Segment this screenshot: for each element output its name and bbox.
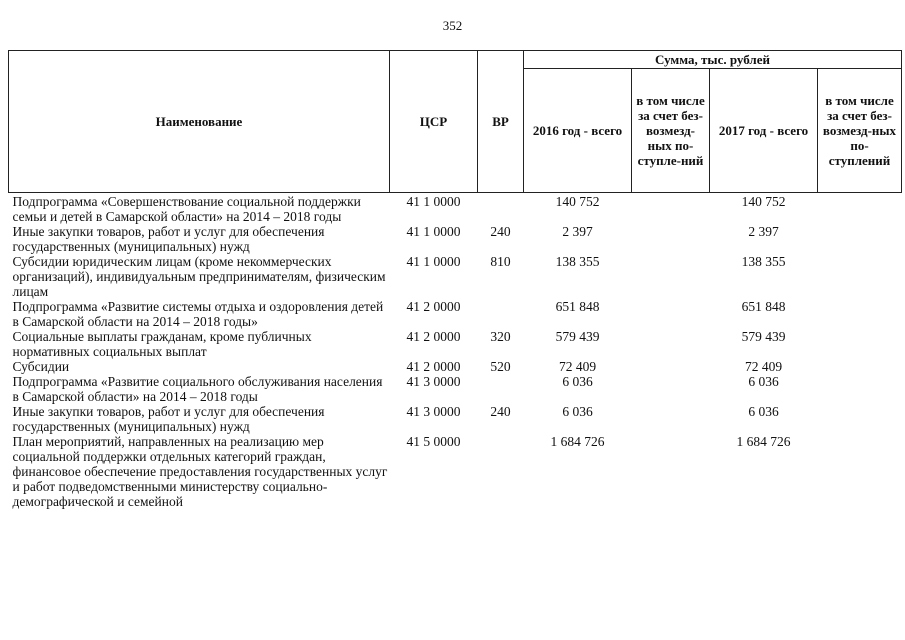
row-gratuitous-2017 — [818, 434, 902, 509]
header-2017-total: 2017 год - всего — [710, 69, 818, 193]
header-sum-group: Сумма, тыс. рублей — [524, 51, 902, 69]
table-row — [9, 254, 902, 299]
header-2016-total: 2016 год - всего — [524, 69, 632, 193]
row-gratuitous-2017 — [818, 193, 902, 225]
row-vr: 520 — [490, 359, 511, 374]
header-csr: ЦСР — [390, 51, 478, 193]
row-vr — [478, 374, 524, 404]
header-vr: ВР — [478, 51, 524, 193]
row-csr: 41 2 0000 — [406, 359, 461, 374]
row-gratuitous-2016 — [632, 193, 710, 225]
row-csr: 41 3 0000 — [406, 404, 461, 419]
row-gratuitous-2017 — [818, 224, 902, 254]
header-2017-gratuitous: в том числе за счет без-возмезд-ных по-ступлений — [818, 69, 902, 193]
row-csr: 41 1 0000 — [406, 194, 461, 209]
row-gratuitous-2016 — [632, 434, 710, 509]
row-name: Подпрограмма «Совершенствование социальной поддержки семьи и детей в Самарской области» на 2014 – 2018 годы — [12, 194, 361, 224]
row-csr: 41 5 0000 — [406, 434, 461, 449]
row-gratuitous-2016 — [632, 374, 710, 404]
row-sum-2016: 6 036 — [562, 374, 593, 389]
table-body — [9, 193, 902, 510]
row-gratuitous-2016 — [632, 299, 710, 329]
table-row — [9, 359, 902, 374]
budget-table — [8, 50, 902, 509]
table-row — [9, 434, 902, 509]
row-sum-2017: 651 848 — [741, 299, 786, 314]
row-vr: 810 — [490, 254, 511, 269]
table-row — [9, 374, 902, 404]
row-gratuitous-2016 — [632, 329, 710, 359]
row-sum-2016: 2 397 — [562, 224, 593, 239]
row-sum-2016: 579 439 — [555, 329, 600, 344]
row-vr — [478, 193, 524, 225]
row-gratuitous-2017 — [818, 374, 902, 404]
page-number: 352 — [442, 18, 463, 33]
row-vr: 320 — [490, 329, 511, 344]
header-name: Наименование — [9, 51, 390, 193]
row-sum-2017: 140 752 — [741, 194, 786, 209]
row-gratuitous-2017 — [818, 254, 902, 299]
row-name: Субсидии — [12, 359, 70, 374]
row-csr: 41 3 0000 — [406, 374, 461, 389]
row-vr — [478, 299, 524, 329]
row-sum-2017: 138 355 — [741, 254, 786, 269]
row-name: Субсидии юридическим лицам (кроме некоммерческих организаций), индивидуальным предпринимателям, физическим лицам — [12, 254, 386, 299]
table-row — [9, 404, 902, 434]
row-name: План мероприятий, направленных на реализацию мер социальной поддержки отдельных категорий граждан, финансовое обеспечение предоставления государственных услуг и работ подведомственными министерству социально-демографической и семейной — [12, 434, 388, 509]
row-gratuitous-2016 — [632, 404, 710, 434]
row-sum-2016: 1 684 726 — [550, 434, 605, 449]
row-csr: 41 2 0000 — [406, 299, 461, 314]
row-gratuitous-2017 — [818, 329, 902, 359]
row-vr: 240 — [490, 224, 511, 239]
header-2016-gratuitous: в том числе за счет без-возмезд-ных по-ступле-ний — [632, 69, 710, 193]
row-sum-2017: 72 409 — [744, 359, 783, 374]
row-sum-2017: 2 397 — [748, 224, 779, 239]
table-row — [9, 329, 902, 359]
row-name: Иные закупки товаров, работ и услуг для обеспечения государственных (муниципальных) нужд — [12, 404, 325, 434]
row-name: Подпрограмма «Развитие системы отдыха и оздоровления детей в Самарской области на 2014 – 2018 годы» — [12, 299, 384, 329]
table-row — [9, 299, 902, 329]
row-csr: 41 2 0000 — [406, 329, 461, 344]
row-sum-2016: 138 355 — [555, 254, 600, 269]
row-sum-2017: 6 036 — [748, 404, 779, 419]
row-name: Социальные выплаты гражданам, кроме публичных нормативных социальных выплат — [12, 329, 312, 359]
row-csr: 41 1 0000 — [406, 224, 461, 239]
row-gratuitous-2016 — [632, 224, 710, 254]
row-csr: 41 1 0000 — [406, 254, 461, 269]
row-name: Иные закупки товаров, работ и услуг для обеспечения государственных (муниципальных) нужд — [12, 224, 325, 254]
table-row — [9, 224, 902, 254]
row-sum-2017: 579 439 — [741, 329, 786, 344]
row-vr: 240 — [490, 404, 511, 419]
row-sum-2016: 140 752 — [555, 194, 600, 209]
row-gratuitous-2017 — [818, 404, 902, 434]
row-sum-2017: 6 036 — [748, 374, 779, 389]
row-gratuitous-2017 — [818, 299, 902, 329]
row-sum-2017: 1 684 726 — [736, 434, 791, 449]
row-vr — [478, 434, 524, 509]
table-row — [9, 193, 902, 225]
row-gratuitous-2016 — [632, 254, 710, 299]
row-sum-2016: 6 036 — [562, 404, 593, 419]
table-header — [9, 51, 902, 193]
row-sum-2016: 72 409 — [558, 359, 597, 374]
row-gratuitous-2016 — [632, 359, 710, 374]
row-sum-2016: 651 848 — [555, 299, 600, 314]
row-name: Подпрограмма «Развитие социального обслуживания населения в Самарской области» на 2014 – 2018 годы — [12, 374, 383, 404]
row-gratuitous-2017 — [818, 359, 902, 374]
